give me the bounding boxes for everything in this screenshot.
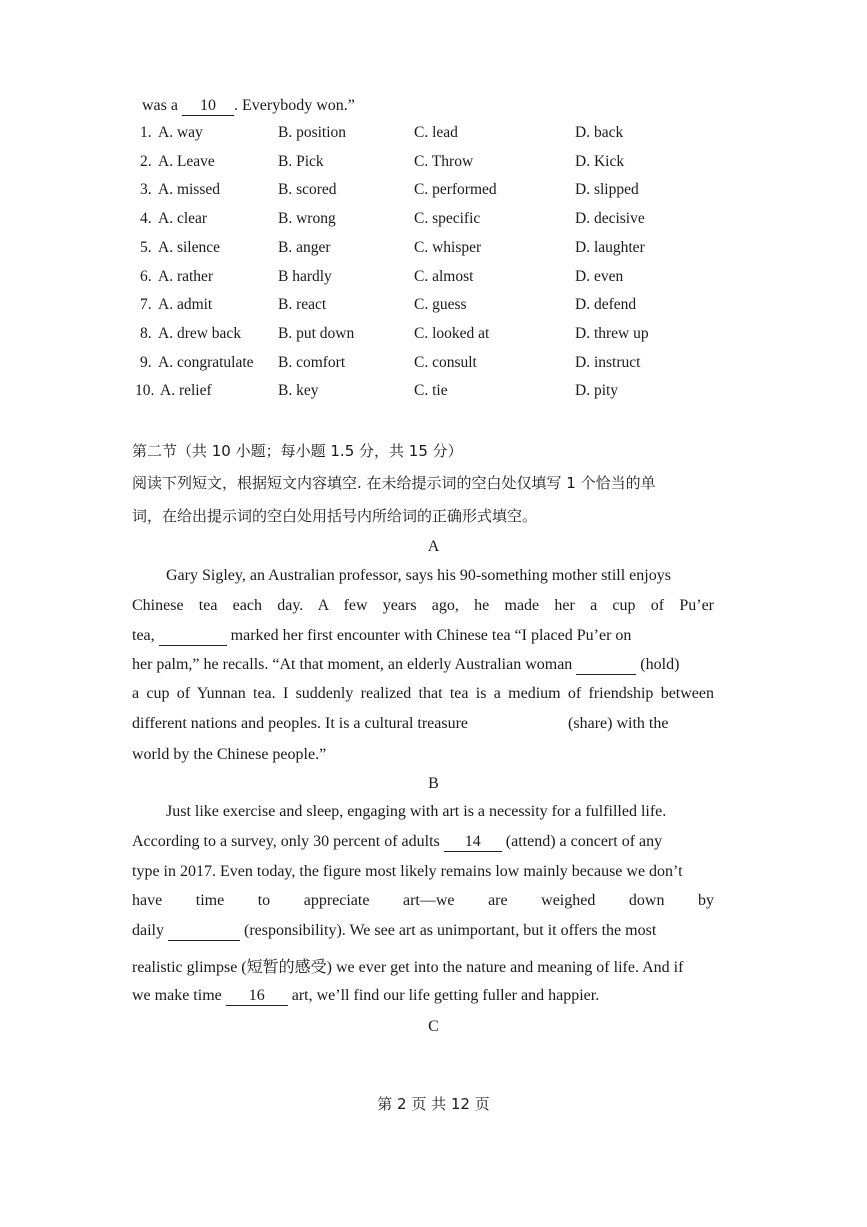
option-c: C. whisper bbox=[414, 238, 482, 256]
question-number: 5. bbox=[140, 238, 152, 256]
passage-a-line: a cup of Yunnan tea. I suddenly realized that tea is a medium of friendship between bbox=[132, 685, 714, 702]
option-b: B. key bbox=[278, 382, 319, 400]
passage-a-line: different nations and peoples. It is a cultural treasure (share) with the bbox=[132, 715, 669, 732]
blank-12 bbox=[576, 656, 636, 675]
question-number: 2. bbox=[140, 152, 152, 170]
option-a: A. drew back bbox=[158, 324, 242, 342]
option-c: C. Throw bbox=[414, 152, 474, 170]
blank-14: 14 bbox=[444, 833, 502, 852]
option-b: B. Pick bbox=[278, 152, 324, 170]
option-b: B. react bbox=[278, 296, 327, 314]
option-b: B. position bbox=[278, 124, 347, 141]
option-d: D. pity bbox=[575, 382, 619, 400]
question-number: 9. bbox=[140, 353, 152, 371]
option-c: C. guess bbox=[414, 296, 467, 314]
option-c: C. performed bbox=[414, 181, 497, 199]
passage-b-line: type in 2017. Even today, the figure most likely remains low mainly because we don’t bbox=[132, 863, 683, 880]
option-c: C. looked at bbox=[414, 324, 490, 342]
option-c: C. specific bbox=[414, 210, 481, 228]
instruction-line-2: 词，在给出提示词的空白处用括号内所给词的正确形式填空。 bbox=[132, 507, 538, 525]
question-number: 6. bbox=[140, 267, 152, 285]
question-number: 3. bbox=[140, 181, 152, 199]
option-d: D. instruct bbox=[575, 353, 641, 371]
question-number: 7. bbox=[140, 296, 152, 314]
blank-10: 10 bbox=[182, 97, 234, 116]
option-d: D. Kick bbox=[575, 152, 625, 170]
passage-a-label: A bbox=[427, 538, 440, 555]
passage-b-line: have time to appreciate art—we are weighed down by bbox=[132, 892, 714, 909]
option-c: C. lead bbox=[414, 124, 458, 141]
option-a: A. missed bbox=[158, 181, 220, 199]
option-a: A. congratulate bbox=[158, 353, 254, 371]
option-d: D. even bbox=[575, 267, 624, 285]
question-number: 1. bbox=[140, 124, 152, 141]
option-c: C. almost bbox=[414, 267, 474, 285]
option-d: D. laughter bbox=[575, 238, 645, 256]
instruction-line-1: 阅读下列短文，根据短文内容填空. 在未给提示词的空白处仅填写 1 个恰当的单 bbox=[132, 474, 656, 492]
passage-a-line: Gary Sigley, an Australian professor, says his 90-something mother still enjoys bbox=[166, 567, 671, 584]
blank-15 bbox=[168, 922, 240, 941]
passage-b-line: Just like exercise and sleep, engaging with art is a necessity for a fulfilled life. bbox=[166, 803, 667, 820]
question-number: 4. bbox=[140, 210, 152, 228]
option-d: D. back bbox=[575, 124, 624, 141]
option-d: D. threw up bbox=[575, 324, 649, 342]
passage-b-line: daily (responsibility). We see art as unimportant, but it offers the most bbox=[132, 922, 657, 939]
option-b: B. wrong bbox=[278, 210, 336, 228]
passage-a-line: tea, marked her first encounter with Chinese tea “I placed Pu’er on bbox=[132, 627, 632, 644]
option-a: A. admit bbox=[158, 296, 213, 314]
page-footer: 第 2 页 共 12 页 bbox=[377, 1095, 490, 1113]
option-b: B. put down bbox=[278, 324, 355, 342]
passage-b-label: B bbox=[428, 775, 439, 792]
passage-b-line: we make time 16 art, we’ll find our life getting fuller and happier. bbox=[132, 987, 600, 1004]
option-c: C. tie bbox=[414, 382, 448, 400]
option-c: C. consult bbox=[414, 353, 477, 371]
option-a: A. silence bbox=[158, 238, 220, 256]
option-a: A. relief bbox=[160, 382, 212, 400]
passage-a-line: her palm,” he recalls. “At that moment, an elderly Australian woman (hold) bbox=[132, 656, 680, 673]
passage-b-line: realistic glimpse (短暂的感受) we ever get into the nature and meaning of life. And if bbox=[132, 959, 684, 976]
option-d: D. defend bbox=[575, 296, 637, 314]
passage-c-label: C bbox=[428, 1018, 439, 1035]
option-a: A. Leave bbox=[158, 152, 215, 170]
blank-16: 16 bbox=[226, 987, 288, 1006]
passage-a-line: world by the Chinese people.” bbox=[132, 746, 327, 763]
passage-b-line: According to a survey, only 30 percent of adults 14 (attend) a concert of any bbox=[132, 833, 663, 850]
option-b: B. comfort bbox=[278, 353, 346, 371]
option-d: D. slipped bbox=[575, 181, 639, 199]
option-b: B. scored bbox=[278, 181, 337, 199]
question-number: 10. bbox=[135, 382, 155, 400]
option-a: A. clear bbox=[158, 210, 208, 228]
option-a: A. way bbox=[158, 124, 203, 141]
option-b: B. anger bbox=[278, 238, 331, 256]
option-b: B hardly bbox=[278, 267, 332, 285]
passage-a-line: Chinese tea each day. A few years ago, he made her a cup of Pu’er bbox=[132, 597, 714, 614]
blank-11 bbox=[159, 627, 227, 646]
option-d: D. decisive bbox=[575, 210, 645, 228]
question-number: 8. bbox=[140, 324, 152, 342]
intro-line: was a 10 . Everybody won.” bbox=[142, 97, 355, 114]
option-a: A. rather bbox=[158, 267, 214, 285]
section-heading: 第二节（共 10 小题；每小题 1.5 分，共 15 分） bbox=[132, 442, 463, 460]
